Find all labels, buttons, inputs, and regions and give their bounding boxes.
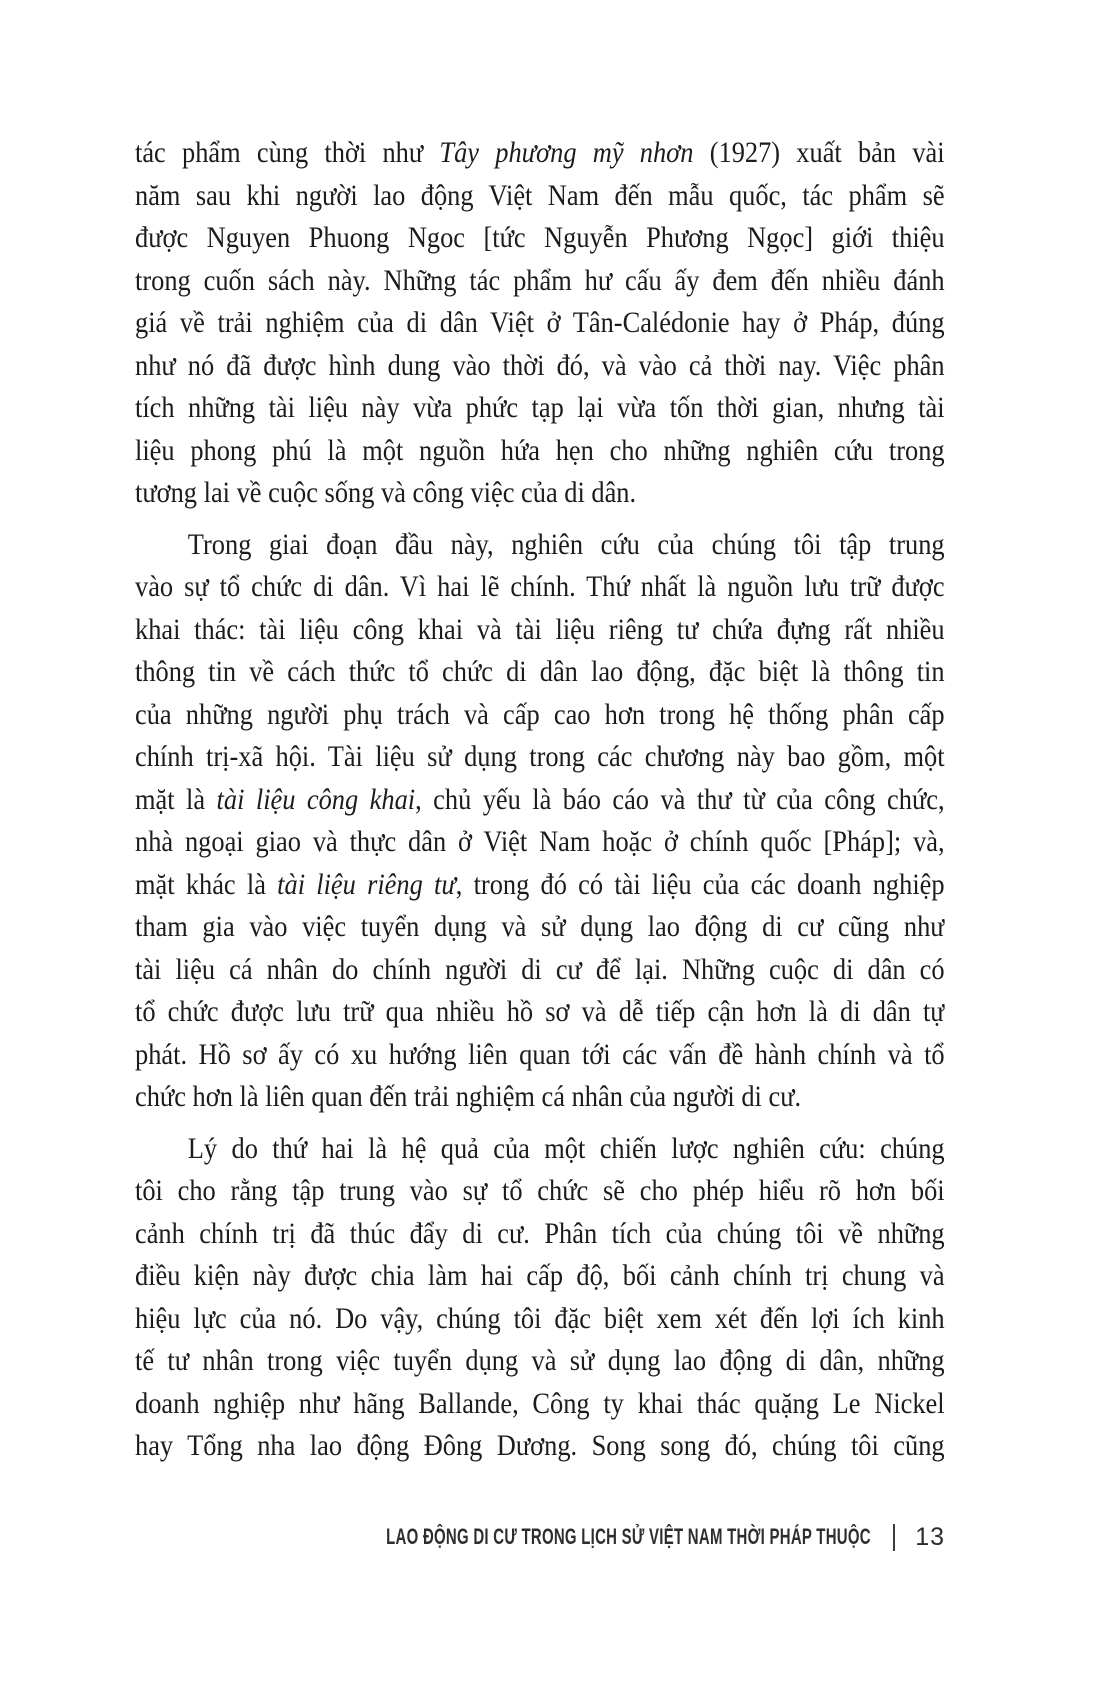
page-number: 13 xyxy=(915,1522,945,1551)
text-segment: trong cuốn sách này. Những tác phẩm hư cấu ấy đem đến nhiều đánh xyxy=(135,263,945,297)
text-line xyxy=(135,779,945,822)
text-segment: Trong giai đoạn đầu này, nghiên cứu của chúng tôi tập trung xyxy=(187,527,945,561)
text-segment: giá về trải nghiệm của di dân Việt ở Tân-Calédonie hay ở Pháp, đúng xyxy=(135,306,945,339)
text-segment: được Nguyen Phuong Ngoc [tức Nguyễn Phương Ngọc] giới thiệu xyxy=(135,221,945,254)
text-line xyxy=(135,1170,945,1213)
text-segment: năm sau khi người lao động Việt Nam đến mẫu quốc, tác phẩm sẽ xyxy=(135,178,945,212)
text-segment: chính trị-xã hội. Tài liệu sử dụng trong các chương này bao gồm, một xyxy=(135,740,945,773)
text-line xyxy=(135,1340,945,1383)
text-segment: nhà ngoại giao và thực dân ở Việt Nam hoặc ở chính quốc [Pháp]; và, xyxy=(135,825,945,858)
text-line xyxy=(135,1213,945,1256)
text-segment: khai thác: tài liệu công khai và tài liệu riêng tư chứa đựng rất nhiều xyxy=(135,612,945,646)
paragraph xyxy=(135,524,945,1119)
text-line xyxy=(135,991,945,1034)
text-segment: tác phẩm cùng thời như xyxy=(135,136,440,169)
italic-phrase: tài liệu riêng tư xyxy=(277,867,456,901)
text-segment: tổ chức được lưu trữ qua nhiều hồ sơ và dễ tiếp cận hơn là di dân tự xyxy=(135,995,945,1028)
text-line xyxy=(135,906,945,949)
text-segment: tế tư nhân trong việc tuyển dụng và sử dụng lao động di dân, những xyxy=(135,1344,945,1377)
text-line xyxy=(135,430,945,473)
text-segment: doanh nghiệp như hãng Ballande, Công ty khai thác quặng Le Nickel xyxy=(135,1386,945,1420)
text-line xyxy=(135,694,945,737)
text-segment: tôi cho rằng tập trung vào sự tổ chức sẽ cho phép hiểu rõ hơn bối xyxy=(135,1174,945,1207)
text-line xyxy=(135,1034,945,1077)
text-line xyxy=(135,175,945,218)
text-segment: chức hơn là liên quan đến trải nghiệm cá nhân của người di cư. xyxy=(135,1080,802,1113)
text-segment: như nó đã được hình dung vào thời đó, và vào cả thời nay. Việc phân xyxy=(135,348,945,382)
italic-phrase: Tây phương mỹ nhơn xyxy=(439,136,694,169)
text-segment: thông tin về cách thức tổ chức di dân lao động, đặc biệt là thông tin xyxy=(135,655,945,688)
text-line xyxy=(135,1255,945,1298)
text-line xyxy=(135,345,945,388)
text-segment: vào sự tổ chức di dân. Vì hai lẽ chính. Thứ nhất là nguồn lưu trữ được xyxy=(135,570,945,603)
text-line xyxy=(135,302,945,345)
text-line xyxy=(135,1383,945,1426)
text-line xyxy=(135,821,945,864)
text-line xyxy=(135,864,945,907)
text-line xyxy=(135,736,945,779)
text-segment: , trong đó có tài liệu của các doanh nghiệp xyxy=(455,867,945,901)
text-line xyxy=(135,472,945,515)
text-line xyxy=(135,949,945,992)
paragraph xyxy=(135,1128,945,1468)
text-line xyxy=(135,1425,945,1468)
text-segment: liệu phong phú là một nguồn hứa hẹn cho những nghiên cứu trong xyxy=(135,433,945,467)
text-segment: (1927) xuất bản vài xyxy=(693,136,945,169)
text-segment: Lý do thứ hai là hệ quả của một chiến lược nghiên cứu: chúng xyxy=(187,1131,945,1165)
text-line xyxy=(135,1298,945,1341)
text-segment: hiệu lực của nó. Do vậy, chúng tôi đặc biệt xem xét đến lợi ích kinh xyxy=(135,1301,945,1335)
body-text xyxy=(135,132,945,1477)
page-footer xyxy=(158,1522,945,1552)
text-segment: của những người phụ trách và cấp cao hơn trong hệ thống phân cấp xyxy=(135,697,945,731)
text-segment: phát. Hồ sơ ấy có xu hướng liên quan tới các vấn đề hành chính và tổ xyxy=(135,1037,945,1071)
text-line xyxy=(135,566,945,609)
footer-separator-bar xyxy=(893,1524,895,1551)
text-segment: tích những tài liệu này vừa phức tạp lại vừa tốn thời gian, nhưng tài xyxy=(135,391,945,424)
italic-phrase: tài liệu công khai xyxy=(216,782,416,816)
text-line xyxy=(135,651,945,694)
text-segment: tham gia vào việc tuyển dụng và sử dụng lao động di cư cũng như xyxy=(135,910,945,943)
text-line xyxy=(135,217,945,260)
text-line xyxy=(135,609,945,652)
text-segment: tài liệu cá nhân do chính người di cư để lại. Những cuộc di dân có xyxy=(135,952,945,986)
text-segment: cảnh chính trị đã thúc đẩy di cư. Phân tích của chúng tôi về những xyxy=(135,1216,945,1250)
text-line xyxy=(135,524,945,567)
text-line xyxy=(135,387,945,430)
text-segment: mặt là xyxy=(135,782,217,816)
text-segment: điều kiện này được chia làm hai cấp độ, bối cảnh chính trị chung và xyxy=(135,1259,945,1292)
text-segment: tương lai về cuộc sống và công việc của di dân. xyxy=(135,476,637,509)
text-line xyxy=(135,132,945,175)
paragraph xyxy=(135,132,945,515)
text-line xyxy=(135,1128,945,1171)
text-segment: hay Tổng nha lao động Đông Dương. Song song đó, chúng tôi cũng xyxy=(135,1429,945,1462)
text-segment: , chủ yếu là báo cáo và thư từ của công chức, xyxy=(415,782,945,816)
text-segment: mặt khác là xyxy=(135,867,278,901)
text-line xyxy=(135,260,945,303)
text-line xyxy=(135,1076,945,1119)
running-title: LAO ĐỘNG DI CƯ TRONG LỊCH SỬ VIỆT NAM THỜI PHÁP THUỘC xyxy=(386,1524,872,1549)
